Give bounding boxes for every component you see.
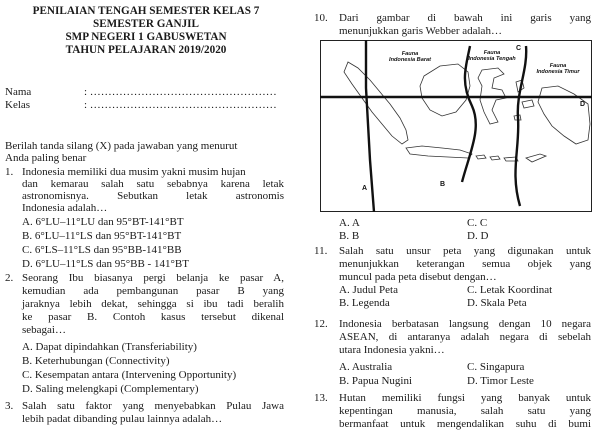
question-text: ASEAN, di antaranya adalah negara di sebelah: [339, 331, 591, 343]
question-text: jaraknya lebih dekat, sehingga si ibu tadi beralih: [22, 298, 284, 310]
label-fauna-barat: Fauna: [401, 51, 419, 57]
instruction-line: Anda paling benar: [5, 152, 87, 164]
option-c[interactable]: C. C: [467, 217, 488, 229]
header-title: PENILAIAN TENGAH SEMESTER KELAS 7: [32, 5, 260, 17]
option-b[interactable]: B. Legenda: [339, 297, 390, 309]
question-number: 11.: [314, 245, 328, 257]
header-semester: SEMESTER GANJIL: [93, 18, 199, 30]
instruction-line: Berilah tanda silang (X) pada jawaban yang menurut: [5, 140, 238, 152]
option-b[interactable]: B. B: [339, 230, 360, 242]
option-d[interactable]: D. Saling melengkapi (Complementary): [22, 383, 199, 395]
question-text: ke pasar B. Contoh kasus tersebut dikenal: [22, 311, 284, 323]
question-text: lebih padat dibanding pulau lainnya adalah…: [22, 413, 223, 425]
question-number: 2.: [5, 272, 14, 284]
class-blank: : ……………………………………………: [84, 99, 277, 111]
option-a[interactable]: A. Dapat dipindahkan (Transferiability): [22, 341, 197, 353]
option-d[interactable]: D. Timor Leste: [467, 375, 534, 387]
question-text: menunjukkan garis Webber adalah…: [339, 25, 502, 37]
question-text: bermanfaat untuk mengendalikan suhu di bumi: [339, 418, 591, 430]
label-fauna-timur-name: Indonesia Timur: [536, 69, 580, 75]
question-text: dan kemarau salah satu sebabnya karena letak: [22, 178, 284, 190]
option-d[interactable]: D. Skala Peta: [467, 297, 527, 309]
option-c[interactable]: C. Letak Koordinat: [467, 284, 553, 296]
question-text: kepentingan manusia, salah satu yang: [339, 405, 591, 417]
option-b[interactable]: B. Papua Nugini: [339, 375, 413, 387]
question-number: 1.: [5, 166, 14, 178]
option-d[interactable]: D. 6°LU–11°LS dan 95°BB - 141°BT: [22, 258, 189, 270]
question-text: Indonesia adalah…: [22, 202, 108, 214]
question-text: Seorang Ibu biasanya pergi belanja ke pasar A,: [22, 272, 284, 284]
option-c[interactable]: C. Kesempatan antara (Intervening Opportunity): [22, 369, 237, 381]
question-text: sebagai…: [22, 324, 66, 336]
question-text: muncul pada peta disebut dengan…: [339, 271, 497, 283]
option-d[interactable]: D. D: [467, 230, 489, 242]
option-c[interactable]: C. Singapura: [467, 361, 525, 373]
question-text: astronomisnya. Sebutkan letak astronomis: [22, 190, 284, 202]
question-text: utara Indonesia yakni…: [339, 344, 445, 356]
name-label: Nama: [5, 86, 32, 98]
option-a[interactable]: A. Judul Peta: [339, 284, 398, 296]
label-line-d: D: [580, 101, 586, 108]
question-number: 13.: [314, 392, 328, 404]
name-blank: : ……………………………………………: [84, 86, 277, 98]
label-fauna-timur: Fauna: [549, 63, 567, 69]
label-fauna-barat-name: Indonesia Barat: [389, 57, 431, 63]
question-text: Salah satu unsur peta yang digunakan untuk: [339, 245, 591, 257]
option-a[interactable]: A. Australia: [339, 361, 393, 373]
option-b[interactable]: B. 6°LU–11°LS dan 95°BT-141°BT: [22, 230, 182, 242]
label-fauna-tengah-name: Indonesia Tengah: [468, 56, 516, 62]
label-line-b: B: [440, 181, 446, 188]
wallace-weber-map: [320, 40, 592, 212]
class-label: Kelas: [5, 99, 31, 111]
question-text: menunjukkan keterangan semua objek yang: [339, 258, 591, 270]
question-number: 10.: [314, 12, 328, 24]
label-fauna-tengah: Fauna: [483, 50, 501, 56]
option-c[interactable]: C. 6°LS–11°LS dan 95°BB-141°BB: [22, 244, 182, 256]
question-text: kemudian ada pembangunan pasar B yang: [22, 285, 284, 297]
question-text: Indonesia berbatasan langsung dengan 10 negara: [339, 318, 591, 330]
option-a[interactable]: A. A: [339, 217, 360, 229]
label-line-c: C: [516, 45, 522, 52]
question-text: Salah satu faktor yang menyebabkan Pulau Jawa: [22, 400, 284, 412]
question-text: Dari gambar di bawah ini garis yang: [339, 12, 591, 24]
label-line-a: A: [362, 185, 368, 192]
header-school: SMP NEGERI 1 GABUSWETAN: [65, 31, 227, 43]
question-text: Hutan memiliki fungsi yang banyak untuk: [339, 392, 591, 404]
option-b[interactable]: B. Keterhubungan (Connectivity): [22, 355, 170, 367]
question-number: 3.: [5, 400, 14, 412]
header-year: TAHUN PELAJARAN 2019/2020: [65, 44, 227, 56]
question-text: Indonesia memiliki dua musim yakni musim hujan: [22, 166, 246, 178]
question-number: 12.: [314, 318, 328, 330]
option-a[interactable]: A. 6°LU–11°LU dan 95°BT-141°BT: [22, 216, 184, 228]
